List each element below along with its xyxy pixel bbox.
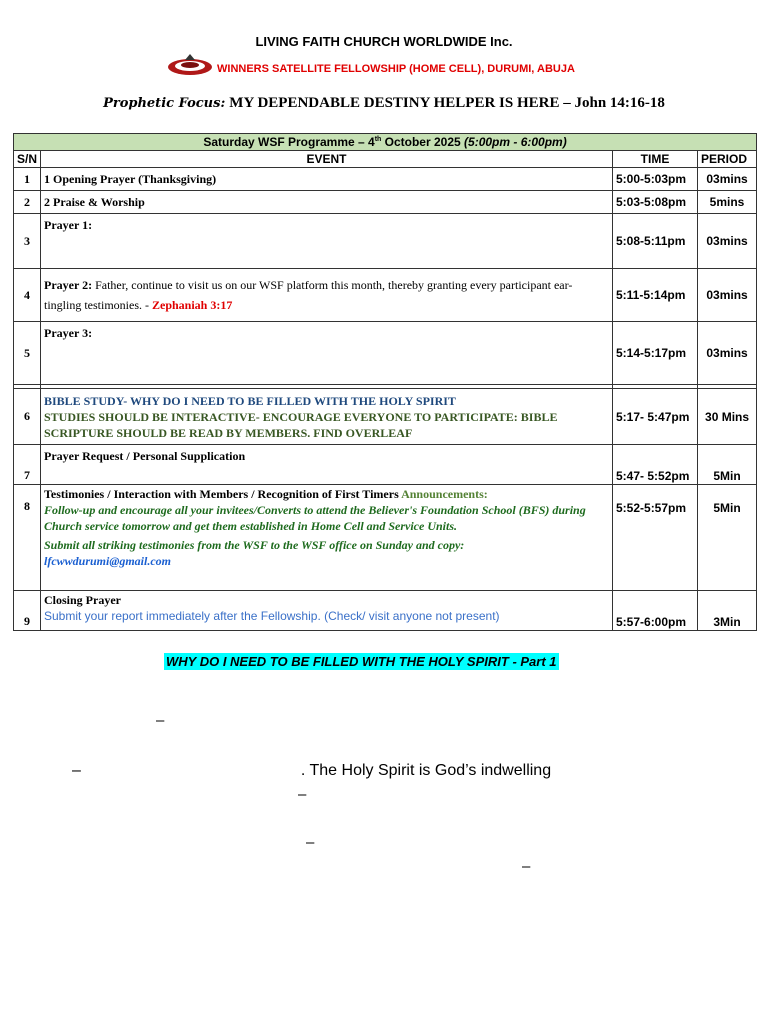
table-row bbox=[14, 322, 757, 385]
row-event: Prayer 3: bbox=[41, 322, 613, 385]
programme-title-row bbox=[14, 134, 757, 151]
study-body-line bbox=[72, 762, 551, 780]
dash-mark: – bbox=[298, 786, 307, 803]
row-period: 5Min bbox=[698, 485, 757, 591]
row-time: 5:11-5:14pm bbox=[613, 269, 698, 322]
row-event: Prayer 1: bbox=[41, 214, 613, 269]
row-period: 30 Mins bbox=[698, 389, 757, 445]
table-row bbox=[14, 445, 757, 485]
row-event: Prayer Request / Personal Supplication bbox=[41, 445, 613, 485]
row-sn: 1 bbox=[14, 168, 41, 191]
table-row bbox=[14, 269, 757, 322]
row-period: 03mins bbox=[698, 214, 757, 269]
prophetic-focus bbox=[0, 95, 768, 112]
header-event: EVENT bbox=[41, 151, 613, 168]
bible-study-title: BIBLE STUDY- WHY DO I NEED TO BE FILLED WITH THE HOLY SPIRIT bbox=[44, 393, 456, 408]
table-header-row bbox=[14, 151, 757, 168]
row-event: 2 Praise & Worship bbox=[41, 191, 613, 214]
row-event: 1 Opening Prayer (Thanksgiving) bbox=[41, 168, 613, 191]
row-time: 5:08-5:11pm bbox=[613, 214, 698, 269]
row-sn: 3 bbox=[14, 214, 41, 269]
dash-mark: – bbox=[306, 834, 315, 851]
row-sn: 9 bbox=[14, 591, 41, 631]
row-time: 5:17- 5:47pm bbox=[613, 389, 698, 445]
report-note: Submit your report immediately after the Fellowship. (Check/ visit anyone not present) bbox=[44, 609, 500, 623]
row-sn: 2 bbox=[14, 191, 41, 214]
programme-title: Saturday WSF Programme – 4th October 2025 (5:00pm - 6:00pm) bbox=[14, 134, 757, 151]
table-row bbox=[14, 214, 757, 269]
bible-study-note: STUDIES SHOULD BE INTERACTIVE- ENCOURAGE EVERYONE TO PARTICIPATE: BIBLE SCRIPTURE SHOULD BE READ BY MEMBERS. FIND OVERLEAF bbox=[44, 409, 558, 440]
programme-table bbox=[13, 133, 757, 631]
row-period: 5Min bbox=[698, 445, 757, 485]
row-event: Closing Prayer Submit your report immediately after the Fellowship. (Check/ visit anyone not present) bbox=[41, 591, 613, 631]
fellowship-name: WINNERS SATELLITE FELLOWSHIP (HOME CELL), DURUMI, ABUJA bbox=[217, 63, 575, 75]
announcements-label: Announcements: bbox=[401, 487, 488, 501]
row-time: 5:57-6:00pm bbox=[613, 591, 698, 631]
row-period: 03mins bbox=[698, 168, 757, 191]
table-row bbox=[14, 168, 757, 191]
row-period: 3Min bbox=[698, 591, 757, 631]
row-sn: 7 bbox=[14, 445, 41, 485]
dash-mark: – bbox=[72, 762, 81, 779]
row-time: 5:00-5:03pm bbox=[613, 168, 698, 191]
header-sn: S/N bbox=[14, 151, 41, 168]
focus-label: Prophetic Focus: bbox=[103, 96, 226, 111]
row-time: 5:03-5:08pm bbox=[613, 191, 698, 214]
row-period: 5mins bbox=[698, 191, 757, 214]
scripture-reference: Zephaniah 3:17 bbox=[152, 298, 233, 312]
submit-note: Submit all striking testimonies from the WSF to the WSF office on Sunday and copy: bbox=[44, 538, 465, 552]
row-time: 5:14-5:17pm bbox=[613, 322, 698, 385]
row-time: 5:52-5:57pm bbox=[613, 485, 698, 591]
table-row bbox=[14, 389, 757, 445]
study-text: . The Holy Spirit is God’s indwelling bbox=[300, 762, 552, 779]
church-name: LIVING FAITH CHURCH WORLDWIDE Inc. bbox=[255, 34, 513, 49]
row-sn: 4 bbox=[14, 269, 41, 322]
row-event bbox=[41, 389, 613, 445]
church-logo bbox=[166, 52, 214, 78]
row-period: 03mins bbox=[698, 322, 757, 385]
table-row bbox=[14, 591, 757, 631]
focus-text: MY DEPENDABLE DESTINY HELPER IS HERE – John 14:16-18 bbox=[229, 95, 665, 111]
dash-mark: – bbox=[522, 858, 531, 875]
study-part-title: WHY DO I NEED TO BE FILLED WITH THE HOLY SPIRIT - Part 1 bbox=[166, 654, 557, 669]
email-link[interactable]: lfcwwdurumi@gmail.com bbox=[44, 554, 171, 568]
row-time: 5:47- 5:52pm bbox=[613, 445, 698, 485]
row-sn: 8 bbox=[14, 485, 41, 591]
header-time: TIME bbox=[613, 151, 698, 168]
row-event: Testimonies / Interaction with Members / Recognition of First Timers Announcements: Follow-up and encourage all your invitees/Converts to attend the Believer's Foundation School (BFS) during Church service tomorrow and get them established in Home Cell and Service Units. Submit all striking testimonies from the WSF to the WSF office on Sunday and copy: lfcwwdurumi@gmail.com bbox=[41, 485, 613, 591]
row-event: Prayer 2: Father, continue to visit us on our WSF platform this month, thereby granting every participant ear-tingling testimonies. - Zephaniah 3:17 bbox=[41, 269, 613, 322]
row-sn: 5 bbox=[14, 322, 41, 385]
header-period: PERIOD bbox=[698, 151, 757, 168]
table-row bbox=[14, 191, 757, 214]
row-period: 03mins bbox=[698, 269, 757, 322]
dash-mark: – bbox=[156, 712, 165, 729]
followup-note: Follow-up and encourage all your invitees/Converts to attend the Believer's Foundation School (BFS) during Church service tomorrow and get them established in Home Cell and Service Units. bbox=[44, 503, 586, 533]
table-row bbox=[14, 485, 757, 591]
row-sn: 6 bbox=[14, 389, 41, 445]
